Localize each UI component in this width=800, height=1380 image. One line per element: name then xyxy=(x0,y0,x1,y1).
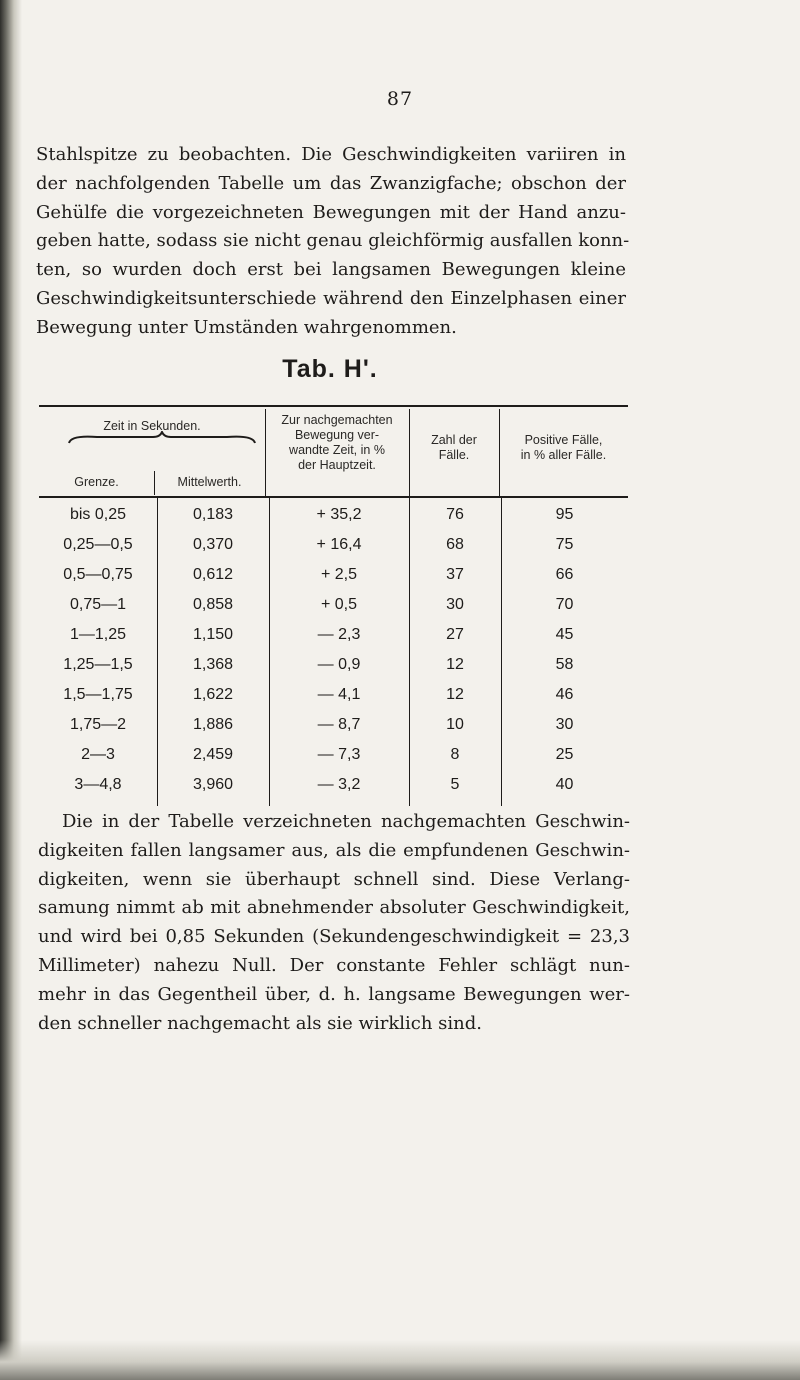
cell-range: 1—1,25 xyxy=(69,626,127,643)
cell-mean: 0,612 xyxy=(192,566,234,583)
cell-pct: — 8,7 xyxy=(317,716,361,733)
cell-positive: 95 xyxy=(555,506,574,523)
table-row xyxy=(39,771,628,801)
cell-range: 1,25—1,5 xyxy=(63,656,133,673)
header-pct xyxy=(265,413,409,473)
header-brace xyxy=(67,431,257,445)
cell-pct: + 35,2 xyxy=(316,506,362,523)
text-line: Die in der Tabelle verzeichneten nachgemachten Geschwin- xyxy=(62,811,630,832)
table-body xyxy=(39,501,628,801)
header-count-line: Zahl der xyxy=(431,433,477,447)
cell-count: 68 xyxy=(446,536,464,553)
cell-pct: — 3,2 xyxy=(317,776,361,793)
table-header-rule xyxy=(39,496,628,498)
text-line: den schneller nachgemacht als sie wirklich sind. xyxy=(38,1012,482,1034)
text-line: ten, so wurden doch erst bei langsamen Bewegungen kleine xyxy=(36,259,626,281)
text-line: Gehülfe die vorgezeichneten Bewegungen mit der Hand anzu- xyxy=(36,201,626,223)
header-pct-line: wandte Zeit, in % xyxy=(289,443,385,457)
cell-pct: — 0,9 xyxy=(317,656,361,673)
cell-count: 37 xyxy=(446,566,464,583)
text-line: und wird bei 0,85 Sekunden (Sekundengeschwindigkeit = 23,3 xyxy=(38,926,630,948)
cell-mean: 0,858 xyxy=(192,596,234,613)
paragraph-discussion xyxy=(38,808,630,1038)
table-top-rule xyxy=(39,405,628,407)
text-line: samung nimmt ab mit abnehmender absoluter Geschwindigkeit, xyxy=(38,897,630,919)
cell-range: 3—4,8 xyxy=(74,776,122,793)
table-title: Tab. H'. xyxy=(282,355,378,383)
cell-range: 0,75—1 xyxy=(69,596,127,613)
cell-pct: + 2,5 xyxy=(320,566,358,583)
cell-positive: 30 xyxy=(555,716,574,733)
cell-pct: + 16,4 xyxy=(316,536,362,553)
table-row xyxy=(39,531,628,561)
cell-count: 10 xyxy=(446,716,464,733)
header-pct-line: Bewegung ver- xyxy=(294,428,380,442)
cell-positive: 40 xyxy=(555,776,574,793)
cell-count: 12 xyxy=(446,656,464,673)
table-row xyxy=(39,681,628,711)
text-line: digkeiten fallen langsamer aus, als die empfundenen Geschwin- xyxy=(38,839,630,861)
header-positive xyxy=(499,433,628,463)
cell-range: 1,75—2 xyxy=(69,716,127,733)
header-mean: Mittelwerth. xyxy=(177,475,242,489)
text-line: Stahlspitze zu beobachten. Die Geschwindigkeiten variiren in xyxy=(36,144,626,165)
cell-positive: 25 xyxy=(555,746,574,763)
table-row xyxy=(39,651,628,681)
cell-count: 8 xyxy=(450,746,460,763)
page-bottom-edge xyxy=(0,1340,800,1380)
cell-count: 27 xyxy=(446,626,464,643)
table-row xyxy=(39,711,628,741)
paragraph-intro xyxy=(36,141,630,343)
table-row xyxy=(39,501,628,531)
header-time-group: Zeit in Sekunden. xyxy=(103,419,201,433)
header-pct-line: Zur nachgemachten xyxy=(281,413,393,427)
cell-positive: 58 xyxy=(555,656,574,673)
cell-pct: — 2,3 xyxy=(317,626,361,643)
cell-mean: 0,370 xyxy=(192,536,234,553)
cell-count: 12 xyxy=(446,686,464,703)
cell-mean: 1,368 xyxy=(192,656,234,673)
cell-range: 0,5—0,75 xyxy=(63,566,133,583)
cell-pct: — 4,1 xyxy=(317,686,361,703)
cell-mean: 3,960 xyxy=(192,776,234,793)
header-positive-line: Positive Fälle, xyxy=(524,433,603,447)
table-row xyxy=(39,561,628,591)
text-line: mehr in das Gegentheil über, d. h. langsame Bewegungen wer- xyxy=(38,983,630,1005)
table-row xyxy=(39,621,628,651)
cell-mean: 2,459 xyxy=(192,746,234,763)
text-line: Geschwindigkeitsunterschiede während den Einzelphasen einer xyxy=(36,287,626,309)
text-line: digkeiten, wenn sie überhaupt schnell sind. Diese Verlang- xyxy=(38,868,630,890)
header-count-line: Fälle. xyxy=(438,448,470,462)
cell-mean: 1,886 xyxy=(192,716,234,733)
cell-mean: 1,150 xyxy=(192,626,234,643)
page-binding-edge xyxy=(0,0,22,1380)
cell-positive: 75 xyxy=(555,536,574,553)
header-count xyxy=(409,433,499,463)
cell-positive: 46 xyxy=(555,686,574,703)
cell-count: 30 xyxy=(446,596,464,613)
cell-mean: 0,183 xyxy=(192,506,234,523)
text-line: Bewegung unter Umständen wahrgenommen. xyxy=(36,316,457,338)
cell-range: bis 0,25 xyxy=(69,506,127,523)
table-row xyxy=(39,591,628,621)
cell-positive: 70 xyxy=(555,596,574,613)
header-positive-line: in % aller Fälle. xyxy=(520,448,607,462)
cell-positive: 66 xyxy=(555,566,574,583)
header-pct-line: der Hauptzeit. xyxy=(298,458,376,472)
cell-positive: 45 xyxy=(555,626,574,643)
cell-mean: 1,622 xyxy=(192,686,234,703)
header-range: Grenze. xyxy=(74,475,119,489)
cell-range: 1,5—1,75 xyxy=(63,686,133,703)
cell-range: 2—3 xyxy=(81,746,115,763)
cell-pct: + 0,5 xyxy=(320,596,358,613)
table-row xyxy=(39,741,628,771)
text-line: Millimeter) nahezu Null. Der constante Fehler schlägt nun- xyxy=(38,954,630,976)
cell-pct: — 7,3 xyxy=(317,746,361,763)
page-number: 87 xyxy=(386,88,414,110)
cell-count: 5 xyxy=(450,776,460,793)
text-line: der nachfolgenden Tabelle um das Zwanzigfache; obschon der xyxy=(36,172,626,194)
text-line: geben hatte, sodass sie nicht genau gleichförmig ausfallen konn- xyxy=(36,230,630,252)
cell-range: 0,25—0,5 xyxy=(63,536,133,553)
cell-count: 76 xyxy=(446,506,464,523)
